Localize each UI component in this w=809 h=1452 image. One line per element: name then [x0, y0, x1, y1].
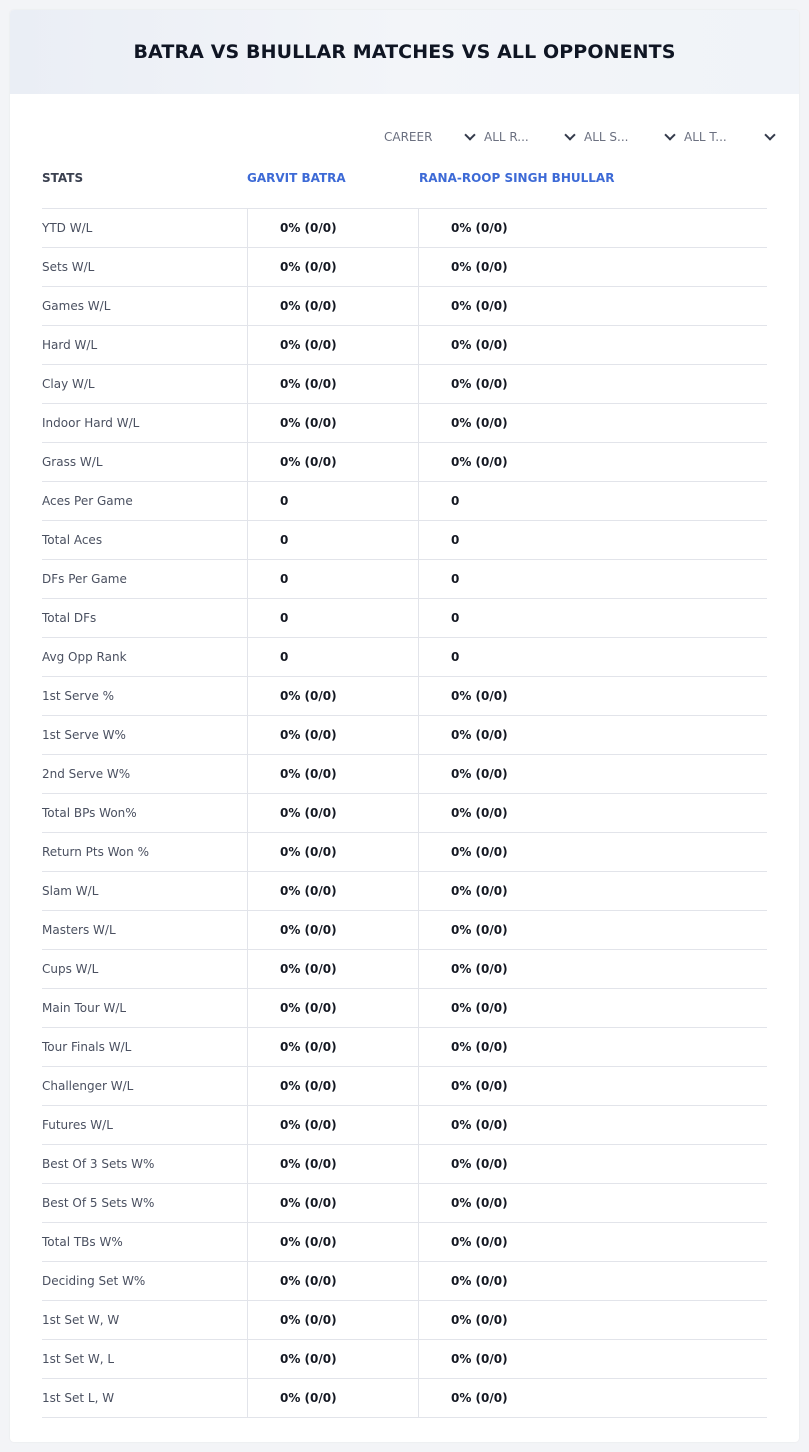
player2-value: 0	[418, 638, 767, 676]
stats-card	[10, 10, 799, 1442]
stat-label: 2nd Serve W%	[42, 767, 131, 781]
table-row	[42, 950, 767, 989]
stat-label: Masters W/L	[42, 923, 116, 937]
stat-label: Total TBs W%	[42, 1235, 123, 1249]
chevron-down-icon	[764, 129, 775, 140]
player1-value: 0% (0/0)	[247, 755, 418, 793]
table-header	[42, 171, 767, 191]
table-row	[42, 677, 767, 716]
table-row	[42, 1106, 767, 1145]
stat-label: Indoor Hard W/L	[42, 416, 140, 430]
player2-value: 0% (0/0)	[418, 1106, 767, 1144]
chevron-down-icon	[564, 129, 575, 140]
player2-value: 0% (0/0)	[418, 950, 767, 988]
player1-value: 0	[247, 482, 418, 520]
table-row	[42, 1340, 767, 1379]
player2-value: 0% (0/0)	[418, 1184, 767, 1222]
player1-value: 0% (0/0)	[247, 1262, 418, 1300]
table-row	[42, 248, 767, 287]
player2-value: 0% (0/0)	[418, 287, 767, 325]
stat-label: Grass W/L	[42, 455, 103, 469]
card-header	[10, 10, 799, 94]
player2-value: 0% (0/0)	[418, 794, 767, 832]
stat-label: Clay W/L	[42, 377, 95, 391]
player1-value: 0	[247, 599, 418, 637]
stat-label: Deciding Set W%	[42, 1274, 146, 1288]
stat-label: 1st Set L, W	[42, 1391, 115, 1405]
player2-value: 0% (0/0)	[418, 443, 767, 481]
table-row	[42, 1301, 767, 1340]
table-row	[42, 599, 767, 638]
player2-value: 0	[418, 482, 767, 520]
player1-value: 0% (0/0)	[247, 1223, 418, 1261]
stat-label: YTD W/L	[42, 221, 93, 235]
player1-value: 0% (0/0)	[247, 1184, 418, 1222]
player2-value: 0% (0/0)	[418, 1379, 767, 1417]
player2-value: 0% (0/0)	[418, 872, 767, 910]
player1-value: 0	[247, 638, 418, 676]
player1-value: 0% (0/0)	[247, 326, 418, 364]
stat-label: Tour Finals W/L	[42, 1040, 132, 1054]
filter-label: CAREER	[384, 130, 433, 144]
player2-value: 0	[418, 599, 767, 637]
player2-value: 0% (0/0)	[418, 365, 767, 403]
stat-label: Main Tour W/L	[42, 1001, 127, 1015]
player2-value: 0% (0/0)	[418, 1145, 767, 1183]
table-row	[42, 1184, 767, 1223]
player2-value: 0% (0/0)	[418, 833, 767, 871]
player2-value: 0% (0/0)	[418, 1067, 767, 1105]
filter-label: ALL R...	[484, 130, 529, 144]
table-row	[42, 1145, 767, 1184]
player1-value: 0% (0/0)	[247, 1106, 418, 1144]
player2-value: 0% (0/0)	[418, 209, 767, 247]
table-row	[42, 1028, 767, 1067]
filter-label: ALL S...	[584, 130, 629, 144]
column-header-stats: STATS	[42, 171, 84, 185]
stat-label: Futures W/L	[42, 1118, 113, 1132]
stat-label: Total BPs Won%	[42, 806, 137, 820]
player1-value: 0% (0/0)	[247, 833, 418, 871]
stat-label: Return Pts Won %	[42, 845, 149, 859]
table-row	[42, 287, 767, 326]
filter-surfaces-select[interactable]	[580, 126, 680, 148]
player1-value: 0% (0/0)	[247, 1301, 418, 1339]
player1-value: 0% (0/0)	[247, 1067, 418, 1105]
player1-value: 0	[247, 560, 418, 598]
filter-bar	[380, 126, 780, 148]
player2-value: 0% (0/0)	[418, 1223, 767, 1261]
player2-value: 0% (0/0)	[418, 1301, 767, 1339]
stat-label: 1st Serve W%	[42, 728, 126, 742]
player1-value: 0% (0/0)	[247, 989, 418, 1027]
player2-value: 0	[418, 560, 767, 598]
player1-value: 0% (0/0)	[247, 1145, 418, 1183]
stat-label: Challenger W/L	[42, 1079, 134, 1093]
filter-label: ALL T...	[684, 130, 727, 144]
stat-label: Total Aces	[42, 533, 103, 547]
player2-value: 0% (0/0)	[418, 1340, 767, 1378]
filter-tournaments-select[interactable]	[680, 126, 780, 148]
player1-value: 0% (0/0)	[247, 209, 418, 247]
player1-value: 0% (0/0)	[247, 872, 418, 910]
player1-value: 0% (0/0)	[247, 404, 418, 442]
player2-value: 0% (0/0)	[418, 248, 767, 286]
player1-value: 0% (0/0)	[247, 443, 418, 481]
stat-label: 1st Serve %	[42, 689, 115, 703]
player1-value: 0% (0/0)	[247, 1340, 418, 1378]
table-row	[42, 794, 767, 833]
table-row	[42, 833, 767, 872]
table-row	[42, 443, 767, 482]
chevron-down-icon	[464, 129, 475, 140]
player1-value: 0% (0/0)	[247, 716, 418, 754]
player2-value: 0% (0/0)	[418, 989, 767, 1027]
player2-value: 0% (0/0)	[418, 1028, 767, 1066]
player1-value: 0	[247, 521, 418, 559]
player1-value: 0% (0/0)	[247, 950, 418, 988]
player2-value: 0% (0/0)	[418, 755, 767, 793]
stat-label: DFs Per Game	[42, 572, 127, 586]
table-row	[42, 209, 767, 248]
player2-value: 0% (0/0)	[418, 326, 767, 364]
stat-label: Cups W/L	[42, 962, 99, 976]
column-header-player2-link[interactable]: RANA-ROOP SINGH BHULLAR	[419, 171, 615, 185]
player1-value: 0% (0/0)	[247, 287, 418, 325]
player1-value: 0% (0/0)	[247, 1028, 418, 1066]
player2-value: 0	[418, 521, 767, 559]
player1-value: 0% (0/0)	[247, 794, 418, 832]
player2-value: 0% (0/0)	[418, 911, 767, 949]
player1-value: 0% (0/0)	[247, 248, 418, 286]
stat-label: Best Of 3 Sets W%	[42, 1157, 155, 1171]
stat-label: 1st Set W, L	[42, 1352, 115, 1366]
page-title: BATRA VS BHULLAR MATCHES VS ALL OPPONENTS	[133, 41, 676, 63]
stat-label: Hard W/L	[42, 338, 98, 352]
player1-value: 0% (0/0)	[247, 365, 418, 403]
table-row	[42, 755, 767, 794]
column-header-player1-link[interactable]: GARVIT BATRA	[247, 171, 346, 185]
player1-value: 0% (0/0)	[247, 1379, 418, 1417]
table-row	[42, 911, 767, 950]
player2-value: 0% (0/0)	[418, 1262, 767, 1300]
stats-table	[42, 208, 767, 1418]
stat-label: Slam W/L	[42, 884, 99, 898]
stat-label: Best Of 5 Sets W%	[42, 1196, 155, 1210]
player2-value: 0% (0/0)	[418, 404, 767, 442]
table-row	[42, 989, 767, 1028]
table-row	[42, 716, 767, 755]
player2-value: 0% (0/0)	[418, 677, 767, 715]
player2-value: 0% (0/0)	[418, 716, 767, 754]
table-row	[42, 1262, 767, 1301]
table-row	[42, 326, 767, 365]
table-row	[42, 365, 767, 404]
table-row	[42, 1379, 767, 1418]
stat-label: Aces Per Game	[42, 494, 133, 508]
table-row	[42, 1223, 767, 1262]
stat-label: Total DFs	[42, 611, 97, 625]
table-row	[42, 1067, 767, 1106]
player1-value: 0% (0/0)	[247, 677, 418, 715]
player1-value: 0% (0/0)	[247, 911, 418, 949]
stat-label: Sets W/L	[42, 260, 95, 274]
filter-rounds-select[interactable]	[480, 126, 580, 148]
stat-label: Games W/L	[42, 299, 111, 313]
table-row	[42, 404, 767, 443]
chevron-down-icon	[664, 129, 675, 140]
filter-career-select[interactable]	[380, 126, 480, 148]
table-row	[42, 560, 767, 599]
stat-label: 1st Set W, W	[42, 1313, 120, 1327]
stat-label: Avg Opp Rank	[42, 650, 127, 664]
table-row	[42, 872, 767, 911]
table-row	[42, 638, 767, 677]
table-row	[42, 482, 767, 521]
table-row	[42, 521, 767, 560]
